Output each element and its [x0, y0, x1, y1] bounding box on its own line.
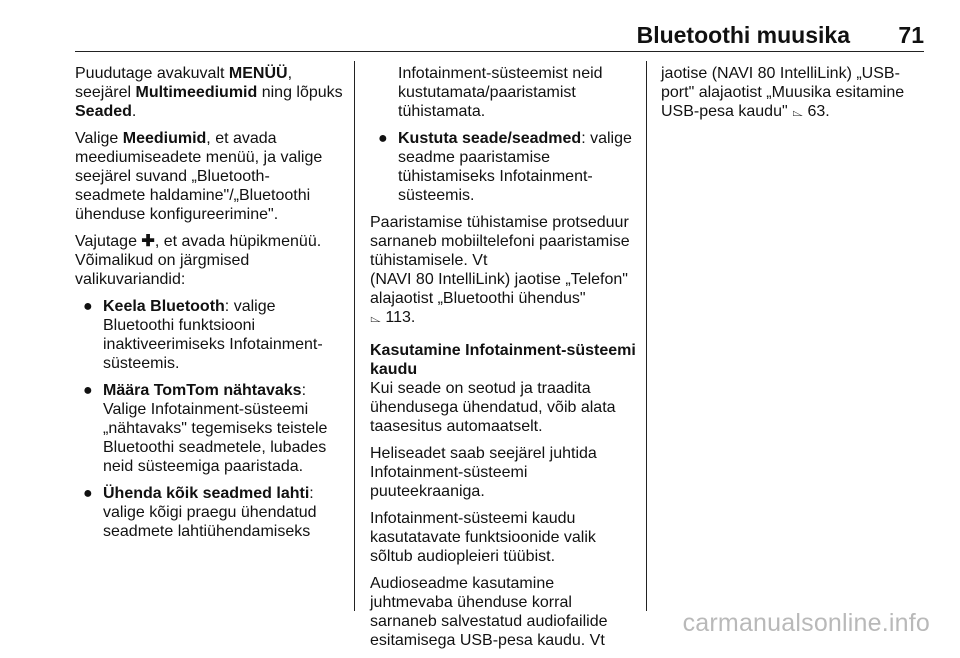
paragraph: Heliseadet saab seejärel juhtida Infotainment-süsteemi puuteekraaniga. [370, 445, 597, 500]
column-divider [646, 61, 647, 611]
column-divider [354, 61, 355, 611]
paragraph: jaotise (NAVI 80 IntelliLink) „USB- port" alajaotist „Muusika esitamine USB-pesa kaudu" ⌳ 63. [661, 65, 905, 120]
bullet-icon: ● [83, 382, 93, 399]
header-rule [75, 51, 924, 52]
page-number: 71 [898, 22, 924, 48]
list-item: ● Ühenda kõik seadmed lahti: valige kõigi praegu ühendatud seadmete lahtiühendamiseks [83, 485, 317, 540]
bullet-icon: ● [83, 485, 93, 502]
paragraph: Valige Meediumid, et avada meediumiseadete menüü, ja valige seejärel suvand „Bluetooth- seadmete haldamine"/„Bluetoothi ühenduse konfigureerimine". [75, 130, 323, 223]
paragraph: Kui seade on seotud ja traadita ühendusega ühendatud, võib alata taasesitus automaatselt. [370, 380, 616, 435]
list-item: ● Kustuta seade/seadmed: valige seadme paaristamise tühistamiseks Infotainment- süsteemis. [378, 130, 632, 204]
paragraph: Paaristamise tühistamise protseduur sarnaneb mobiiltelefoni paaristamise tühistamisele. Vt (NAVI 80 IntelliLink) jaotise „Telefon" alajaotist „Bluetoothi ühendus" ⌳ 113. [370, 214, 630, 326]
paragraph: Puudutage avakuvalt MENÜÜ, seejärel Multimeediumid ning lõpuks Seaded. [75, 65, 343, 120]
watermark: carmanualsonline.info [682, 609, 930, 637]
column-1 [75, 64, 347, 549]
paragraph: Vajutage ✚, et avada hüpikmenüü. Võimalikud on järgmised valikuvariandid: [75, 233, 322, 288]
bullet-icon: ● [378, 130, 388, 147]
list-item-continuation: Infotainment-süsteemist neid kustutamata/paaristamist tühistamata. [398, 65, 603, 120]
paragraph: Audioseadme kasutamine juhtmevaba ühenduse korral sarnaneb salvestatud audiofailide esitamisega USB-pesa kaudu. Vt [370, 575, 608, 649]
paragraph: Infotainment-süsteemi kaudu kasutatavate funktsioonide valik sõltub audiopleieri tüübist. [370, 510, 596, 565]
page-link[interactable]: 113. [385, 309, 416, 326]
page-header-title: Bluetoothi muusika [636, 22, 850, 48]
cross-reference-arrow-icon: ⌳ [792, 103, 804, 119]
section-heading: Kasutamine Infotainment-süsteemi kaudu [370, 342, 636, 378]
bullet-icon: ● [83, 298, 93, 315]
cross-reference-arrow-icon: ⌳ [370, 309, 381, 325]
plus-icon: ✚ [141, 233, 155, 250]
column-2 [370, 64, 638, 658]
list-item: ● Keela Bluetooth: valige Bluetoothi funktsiooni inaktiveerimiseks Infotainment- süsteemis. [83, 298, 323, 372]
list-item: ● Määra TomTom nähtavaks: Valige Infotainment-süsteemi „nähtavaks" tegemiseks teistele Bluetoothi seadmetele, lubades neid süsteemiga paaristada. [83, 382, 328, 475]
page-link[interactable]: 63. [807, 103, 830, 120]
column-3 [661, 64, 925, 129]
